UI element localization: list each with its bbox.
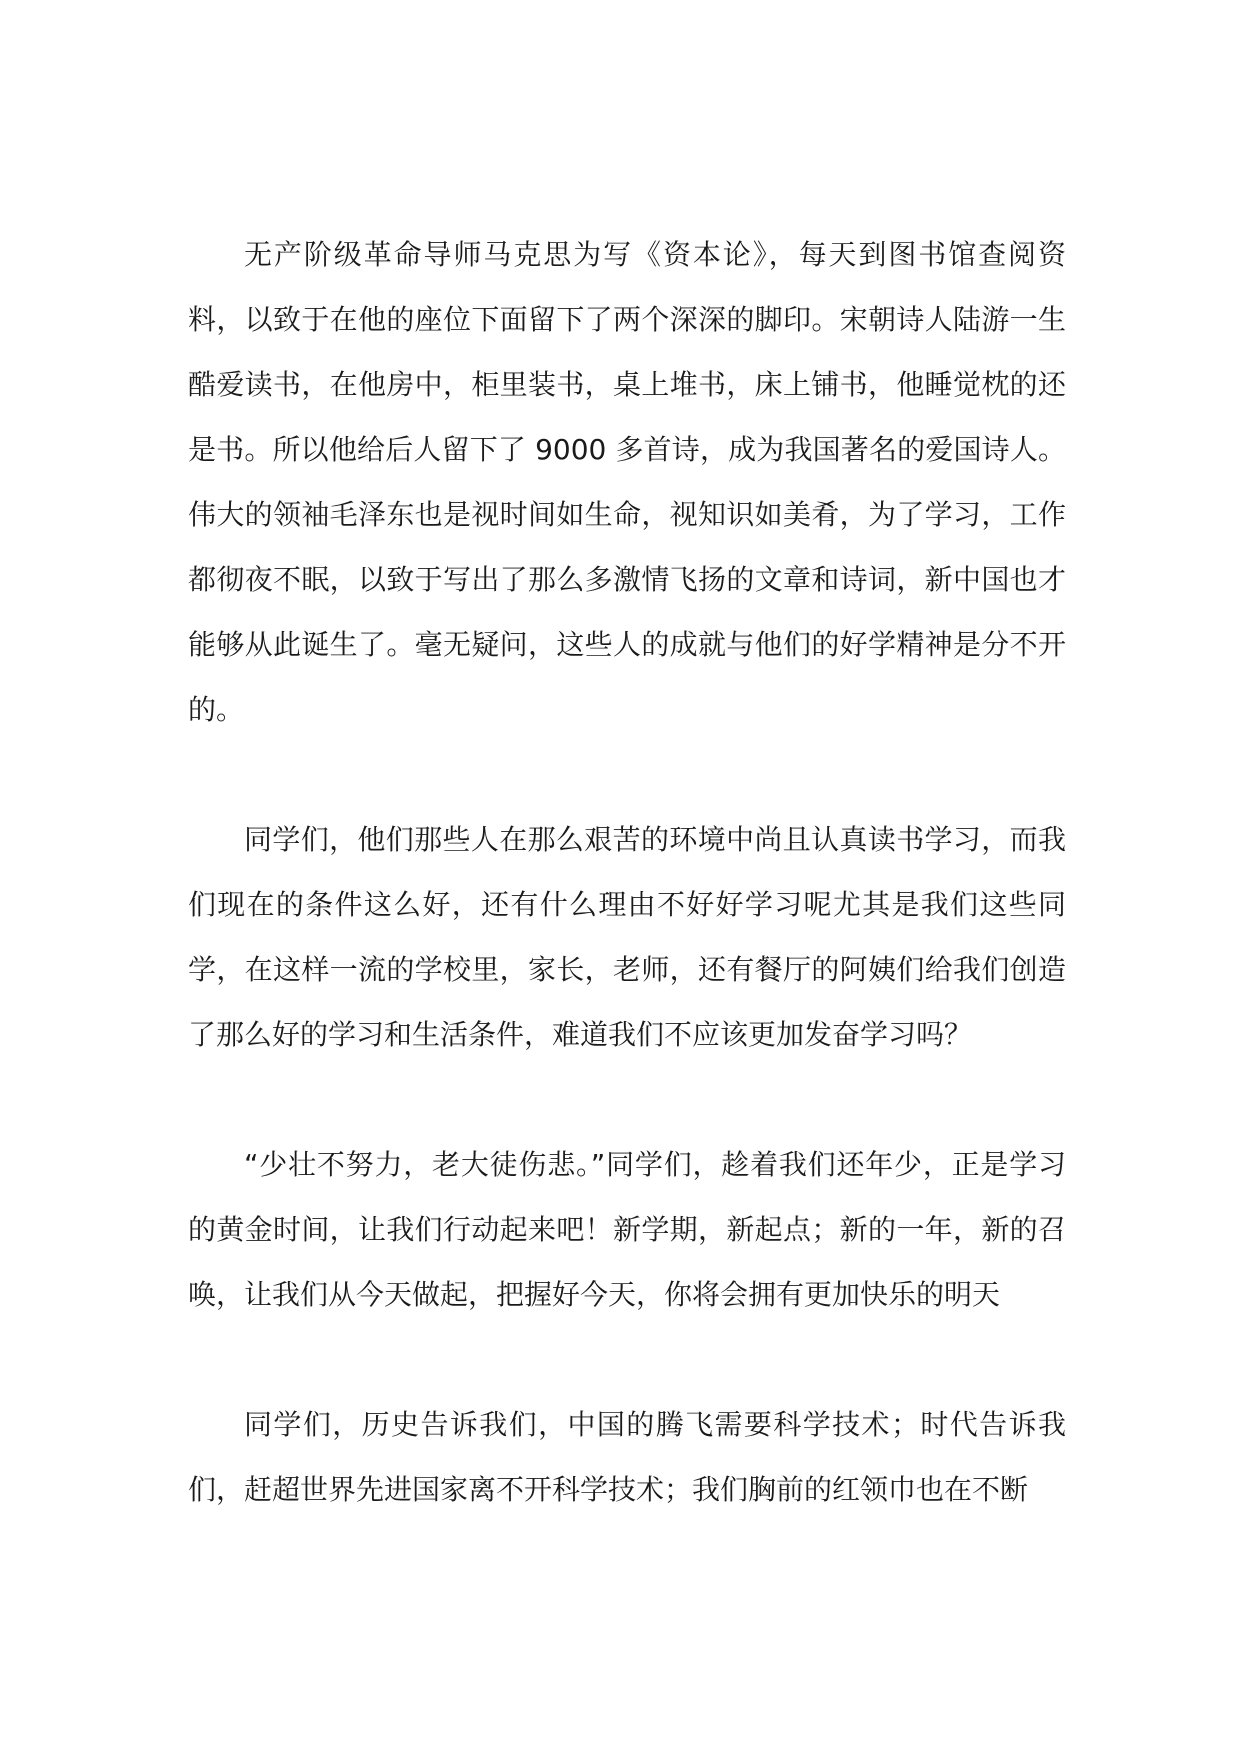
paragraph-science-history: 同学们，历史告诉我们，中国的腾飞需要科学技术；时代告诉我们，赶超世界先进国家离不开科学技术；我们胸前的红领巾也在不断 [188,1408,1066,1506]
paragraph-youth-quote: “少壮不努力，老大徒伤悲。”同学们，趁着我们还年少，正是学习的黄金时间，让我们行动起来吧！新学期，新起点；新的一年，新的召唤，让我们从今天做起，把握好今天，你将会拥有更加快乐的明天 [188,1148,1066,1311]
paragraph-study-examples: 无产阶级革命导师马克思为写《资本论》，每天到图书馆查阅资料，以致于在他的座位下面留下了两个深深的脚印。宋朝诗人陆游一生酷爱读书，在他房中，柜里装书，桌上堆书，床上铺书，他睡觉枕的还是书。所以他给后人留下了 9000 多首诗，成为我国著名的爱国诗人。伟大的领袖毛泽东也是视时间如生命，视知识如美肴，为了学习，工作都彻夜不眠，以致于写出了那么多激情飞扬的文章和诗词，新中国也才能够从此诞生了。毫无疑问，这些人的成就与他们的好学精神是分不开的。 [188,238,1066,726]
document-body [188,222,1066,1522]
paragraph-classmates-conditions: 同学们，他们那些人在那么艰苦的环境中尚且认真读书学习，而我们现在的条件这么好，还有什么理由不好好学习呢尤其是我们这些同学，在这样一流的学校里，家长，老师，还有餐厅的阿姨们给我们创造了那么好的学习和生活条件，难道我们不应该更加发奋学习吗？ [188,823,1066,1051]
